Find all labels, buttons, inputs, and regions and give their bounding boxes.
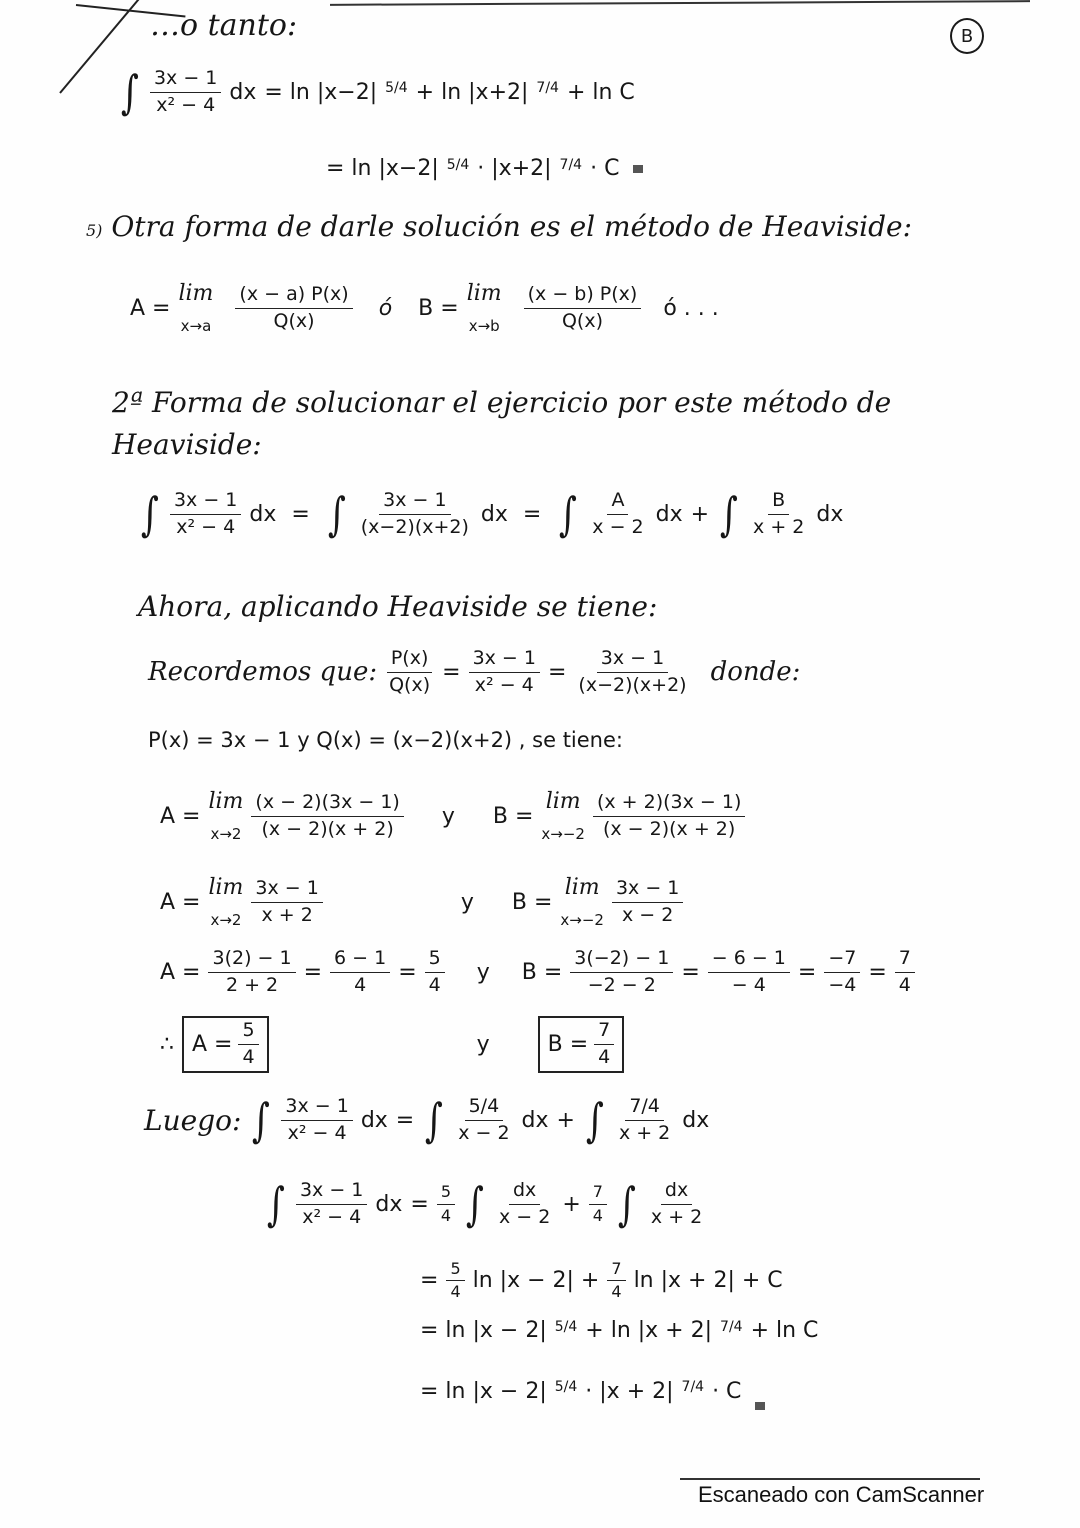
fraction — [589, 1183, 607, 1225]
limit — [467, 282, 502, 335]
denominator: −2 − 2 — [587, 973, 656, 996]
dx: dx — [480, 501, 508, 527]
numerator: (x − a) P(x) — [235, 284, 352, 309]
fraction — [296, 1180, 367, 1229]
fraction — [594, 1020, 614, 1069]
section-heading: 2ª Forma de solucionar el ejercicio por este método de — [112, 386, 892, 419]
fraction — [454, 1096, 513, 1145]
numerator: dx — [509, 1180, 540, 1205]
denominator: 4 — [440, 1205, 451, 1225]
fraction — [238, 1020, 258, 1069]
fraction — [824, 948, 860, 997]
conjunction: y — [476, 959, 490, 985]
equals: = — [395, 1107, 415, 1133]
denominator: x − 2 — [498, 1205, 551, 1228]
dx: dx — [816, 501, 844, 527]
therefore-symbol: ∴ — [160, 1031, 174, 1057]
numerator: − 6 − 1 — [708, 948, 790, 973]
numerator: 3x − 1 — [469, 648, 540, 673]
numerator: 3x − 1 — [150, 68, 221, 93]
integral-symbol: ∫ — [327, 487, 346, 542]
exponent: 5/4 — [385, 80, 408, 97]
numerator: 7 — [594, 1020, 614, 1045]
computation-row — [160, 876, 683, 929]
denominator: Q(x) — [561, 309, 603, 332]
term: · C — [590, 156, 620, 181]
connector: ó — [378, 295, 393, 321]
label: A = — [160, 959, 201, 985]
fraction — [495, 1180, 554, 1229]
fraction — [385, 648, 434, 697]
exponent: 7/4 — [720, 1318, 743, 1335]
term: = ln |x − 2| — [420, 1318, 547, 1343]
section-heading: …o tanto: — [150, 8, 298, 43]
label: donde: — [710, 657, 801, 688]
final-line — [420, 1260, 783, 1302]
text-line: Ahora, aplicando Heaviside se tiene: — [138, 590, 658, 623]
integral-symbol: ∫ — [617, 1177, 636, 1232]
result-box-b — [538, 1016, 625, 1073]
numerator: 3x − 1 — [296, 1180, 367, 1205]
ellipsis: ó . . . — [663, 295, 719, 321]
qed-mark — [633, 165, 643, 173]
denominator: Q(x) — [273, 309, 315, 332]
fraction — [612, 878, 683, 927]
numerator: 5 — [425, 948, 445, 973]
fraction — [446, 1260, 464, 1302]
denominator: x + 2 — [261, 903, 313, 926]
lim-sub: x→2 — [210, 825, 242, 844]
exponent: 7/4 — [559, 156, 583, 173]
numerator: (x − b) P(x) — [524, 284, 642, 309]
numerator: 3x − 1 — [170, 490, 241, 515]
numerator: 6 − 1 — [330, 948, 390, 973]
denominator: (x − 2)(x + 2) — [602, 817, 736, 840]
numerator: dx — [661, 1180, 692, 1205]
lim-text: lim — [545, 789, 581, 814]
equals: = — [515, 501, 549, 527]
denominator: x² − 4 — [302, 1205, 362, 1228]
denominator: x + 2 — [650, 1205, 703, 1228]
fraction — [588, 490, 647, 539]
fraction — [524, 284, 642, 333]
lim-sub: x→b — [468, 317, 500, 336]
equation-line — [326, 156, 643, 181]
numerator: 5 — [446, 1260, 464, 1281]
equals: = — [398, 959, 417, 985]
dx: dx — [229, 79, 257, 105]
numerator: (x − 2)(3x − 1) — [251, 792, 403, 817]
label: A = — [160, 889, 201, 915]
numerator: 5 — [437, 1183, 455, 1204]
lim-text: lim — [208, 875, 244, 900]
denominator: (x−2)(x+2) — [578, 673, 687, 696]
equals: = — [303, 959, 323, 985]
equals: = — [868, 959, 887, 985]
denominator: x − 2 — [592, 515, 644, 538]
page-badge — [950, 18, 984, 54]
dx: dx — [375, 1191, 403, 1217]
fraction — [235, 284, 352, 333]
label: A = — [130, 295, 171, 321]
fraction — [251, 878, 322, 927]
limit — [208, 790, 243, 843]
denominator: 4 — [598, 1045, 611, 1068]
final-line — [420, 1372, 765, 1410]
numerator: 3x − 1 — [251, 878, 322, 903]
computation-row — [160, 948, 915, 997]
term: ln |x + 2| + C — [633, 1268, 783, 1294]
denominator: 2 + 2 — [225, 973, 279, 996]
page-edge-line — [330, 0, 1030, 6]
numerator: 5 — [238, 1020, 258, 1045]
integral-symbol: ∫ — [120, 65, 139, 120]
numerator: P(x) — [387, 648, 433, 673]
computation-row — [160, 790, 745, 843]
label: B = — [492, 803, 534, 829]
heading-text: Otra forma de darle solución es el método de Heaviside: — [111, 210, 913, 243]
numerator: 3(−2) − 1 — [570, 948, 673, 973]
denominator: 4 — [898, 973, 911, 996]
equals: = — [547, 659, 567, 685]
equals: = — [681, 959, 700, 985]
term: = ln |x−2| — [326, 156, 439, 181]
exponent: 5/4 — [554, 1379, 578, 1395]
numerator: 3x − 1 — [612, 878, 683, 903]
plus: + — [556, 1107, 575, 1133]
term: = ln |x − 2| — [420, 1378, 547, 1404]
page-edge-line — [680, 1478, 980, 1480]
fraction — [570, 948, 673, 997]
lim-sub: x→a — [180, 317, 212, 336]
dx: dx — [521, 1107, 549, 1133]
qed-mark — [755, 1402, 765, 1410]
integral-symbol: ∫ — [559, 487, 578, 542]
denominator: (x − 2)(x + 2) — [261, 817, 394, 840]
lim-sub: x→−2 — [560, 911, 604, 930]
denominator: x² − 4 — [176, 515, 236, 538]
label: A = — [192, 1031, 233, 1057]
denominator: x² − 4 — [474, 673, 534, 696]
denominator: Q(x) — [389, 673, 431, 696]
fraction — [357, 490, 473, 539]
fraction — [749, 490, 808, 539]
conjunction: y — [460, 889, 474, 915]
dx: dx — [682, 1107, 710, 1133]
label: A = — [160, 803, 201, 829]
fraction — [437, 1183, 455, 1225]
fraction — [607, 1260, 625, 1302]
final-line — [144, 1093, 710, 1148]
plus: + — [690, 501, 710, 527]
denominator: 4 — [592, 1205, 603, 1225]
fraction — [895, 948, 915, 997]
denominator: −4 — [828, 973, 857, 996]
fraction — [574, 648, 690, 697]
result-row — [160, 1016, 624, 1073]
denominator: 4 — [450, 1282, 461, 1302]
numerator: 7 — [589, 1183, 607, 1204]
equation-line — [118, 65, 635, 120]
final-line — [420, 1318, 818, 1343]
fraction — [615, 1096, 674, 1145]
integral-symbol: ∫ — [252, 1093, 271, 1148]
denominator: x² − 4 — [287, 1121, 347, 1144]
numerator: 7 — [607, 1260, 625, 1281]
label: Luego: — [144, 1103, 242, 1137]
conjunction: y — [441, 803, 455, 829]
exponent: 5/4 — [554, 1318, 578, 1335]
section-heading: Heaviside: — [112, 428, 262, 461]
lim-text: lim — [208, 789, 244, 814]
numerator: (x + 2)(3x − 1) — [593, 792, 745, 817]
term: · |x + 2| — [585, 1378, 674, 1404]
label: B = — [521, 959, 563, 985]
dx: dx — [360, 1107, 388, 1133]
term: · |x+2| — [477, 156, 552, 181]
lim-text: lim — [178, 281, 214, 306]
integral-symbol: ∫ — [425, 1093, 444, 1148]
lim-text: lim — [466, 281, 502, 306]
denominator: x − 2 — [622, 903, 674, 926]
equals: = — [797, 959, 817, 985]
plus: + — [562, 1191, 581, 1217]
numerator: 5/4 — [465, 1096, 504, 1121]
exponent: 7/4 — [681, 1379, 705, 1395]
fraction — [251, 792, 403, 841]
dx: dx — [249, 501, 277, 527]
numerator: 3x − 1 — [281, 1096, 352, 1121]
conjunction: y — [476, 1031, 490, 1057]
dx: dx — [655, 501, 683, 527]
denominator: x² − 4 — [156, 93, 216, 116]
denominator: x + 2 — [753, 515, 805, 538]
denominator: x + 2 — [618, 1121, 671, 1144]
fraction — [330, 948, 390, 997]
numerator: 7/4 — [625, 1096, 664, 1121]
numerator: 3x − 1 — [379, 490, 450, 515]
equals: = — [410, 1191, 429, 1217]
equals: = — [284, 501, 317, 527]
term: + ln |x + 2| — [585, 1318, 713, 1343]
item-marker: 5) — [86, 221, 103, 240]
fraction — [593, 792, 745, 841]
numerator: 3(2) − 1 — [208, 948, 295, 973]
term: + ln C — [750, 1318, 819, 1343]
limit — [541, 790, 585, 843]
exponent: 7/4 — [536, 80, 559, 97]
integral-symbol: ∫ — [465, 1177, 484, 1232]
final-line — [264, 1177, 706, 1232]
equals: = — [442, 659, 461, 685]
scanner-watermark: Escaneado con CamScanner — [698, 1482, 985, 1507]
fraction — [425, 948, 445, 997]
numerator: 7 — [895, 948, 915, 973]
term: ln |x − 2| + — [472, 1268, 600, 1294]
integral-symbol: ∫ — [720, 487, 739, 542]
fraction — [281, 1096, 352, 1145]
heaviside-formula — [130, 282, 719, 335]
label: B = — [511, 889, 553, 915]
denominator: 4 — [354, 973, 367, 996]
recall-line — [148, 648, 800, 697]
denominator: 4 — [242, 1045, 255, 1068]
lim-sub: x→−2 — [541, 825, 585, 844]
exponent: 5/4 — [446, 156, 470, 173]
limit — [208, 876, 243, 929]
decomposition-line — [138, 487, 844, 542]
section-heading — [86, 210, 912, 243]
lim-sub: x→2 — [210, 911, 242, 930]
term: = ln |x−2| — [264, 79, 378, 105]
fraction — [150, 68, 221, 117]
fraction — [469, 648, 540, 697]
denominator: 4 — [428, 973, 441, 996]
limit — [560, 876, 604, 929]
integral-symbol: ∫ — [585, 1093, 604, 1148]
fraction — [708, 948, 790, 997]
denominator: 4 — [611, 1282, 622, 1302]
result-box-a — [182, 1016, 269, 1073]
fraction — [208, 948, 295, 997]
fraction — [647, 1180, 706, 1229]
fraction — [170, 490, 241, 539]
integral-symbol: ∫ — [266, 1177, 285, 1232]
term: + ln |x+2| — [415, 79, 529, 105]
equals: = — [420, 1268, 439, 1294]
denominator: − 4 — [731, 973, 766, 996]
definitions-line: P(x) = 3x − 1 y Q(x) = (x−2)(x+2) , se tiene: — [148, 728, 623, 752]
numerator: B — [768, 490, 789, 515]
numerator: −7 — [824, 948, 860, 973]
term: + ln C — [566, 79, 635, 105]
numerator: A — [607, 490, 628, 515]
label: B = — [418, 295, 459, 321]
label: Recordemos que: — [148, 657, 378, 688]
label: B = — [547, 1031, 589, 1057]
lim-text: lim — [564, 875, 600, 900]
denominator: (x−2)(x+2) — [360, 515, 469, 538]
term: · C — [712, 1378, 742, 1404]
denominator: x − 2 — [458, 1121, 510, 1144]
badge-label: B — [960, 25, 974, 47]
integral-symbol: ∫ — [140, 487, 159, 542]
numerator: 3x − 1 — [597, 648, 668, 673]
limit — [178, 282, 213, 335]
